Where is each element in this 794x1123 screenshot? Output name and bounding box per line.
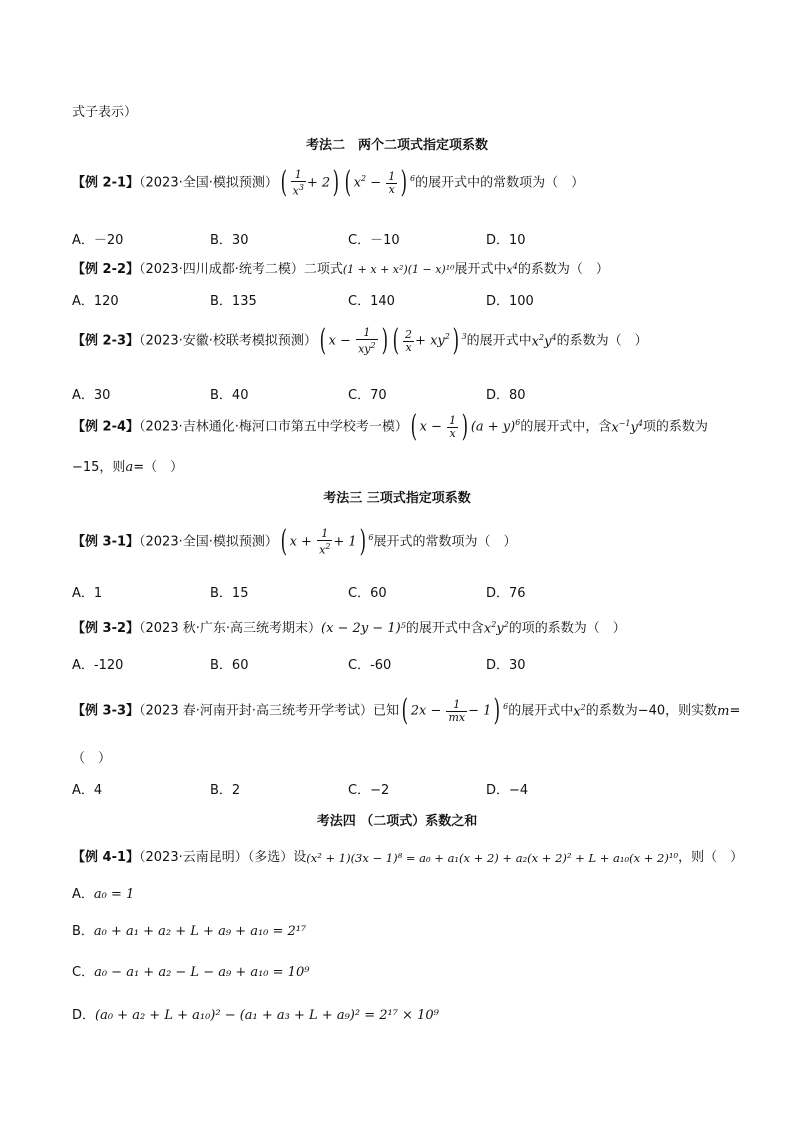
- question-stem-end: 的系数为（ ）: [556, 333, 648, 349]
- option-c: C．−2: [348, 783, 390, 798]
- question-stem-end: 的系数为（ ）: [517, 262, 609, 277]
- option-c: C．a₀ − a₁ + a₂ − L − a₉ + a₁₀ = 10⁹: [72, 965, 310, 980]
- question-label: 【例 3-1】: [72, 534, 140, 550]
- option-c: C．-60: [348, 658, 392, 673]
- option-c: C．－10: [348, 233, 400, 248]
- option-c: C．70: [348, 388, 387, 403]
- question-source: （2023·吉林通化·梅河口市第五中学校考一模）: [139, 419, 408, 435]
- question-source: （2023 秋·广东·高三统考期末）: [139, 621, 321, 636]
- option-d: D．100: [486, 294, 534, 309]
- option-b: B．a₀ + a₁ + a₂ + L + a₉ + a₁₀ = 2¹⁷: [72, 924, 307, 939]
- question-value: −40: [637, 703, 666, 719]
- question-stem-c: ，则实数: [665, 703, 718, 719]
- section-title-4: 考法四 （二项式）系数之和: [316, 814, 478, 829]
- math-expression: ( x + $\frac{1}{x^2}$ + 1) $^6$: [280, 524, 374, 559]
- question-label: 【例 2-1】: [72, 175, 140, 191]
- option-a: A．30: [72, 388, 111, 403]
- option-b: B．40: [210, 388, 249, 403]
- option-c: C．60: [348, 586, 387, 601]
- question-2-3: 【例 2-3】（2023·安徽·校联考模拟预测）( x − $\frac{1}{xy^2}$ ) ( $\frac{2}{x}$ + $xy^2$) $^3$的展开式中$x^2y^4$的系数为（ ）: [72, 323, 648, 358]
- question-stem-b: 的系数为: [585, 703, 638, 719]
- question-source: （2023·云南昆明）（多选）设: [139, 850, 307, 865]
- question-3-1: [72, 524, 517, 559]
- question-stem-end: 的项的系数为（ ）: [508, 621, 626, 636]
- question-stem: 的展开式中，含: [520, 419, 612, 435]
- question-source: （2023·四川成都·统考二模）二项式: [139, 262, 343, 277]
- question-3-3: 【例 3-3】（2023 春·河南开封·高三统考开学考试）已知( 2x − $\frac{1}{mx}$ − 1) $^6$的展开式中$x^2$的系数为−40，则实数m=: [72, 693, 741, 728]
- question-label: 【例 3-2】: [72, 621, 140, 636]
- question-2-4-line2: −15，则a=（ ）: [72, 460, 184, 475]
- option-d: D．30: [486, 658, 526, 673]
- option-a: A．1: [72, 586, 103, 601]
- question-source: （2023·安徽·校联考模拟预测）: [139, 333, 317, 349]
- question-label: 【例 2-4】: [72, 419, 140, 435]
- question-2-1: [72, 165, 585, 200]
- option-d: D．−4: [486, 783, 529, 798]
- top-text: 式子表示）: [72, 105, 138, 120]
- question-stem: 展开式的常数项为（ ）: [373, 534, 517, 550]
- question-label: 【例 4-1】: [72, 850, 140, 865]
- option-d: D．10: [486, 233, 526, 248]
- section-title-2: 考法二 两个二项式指定项系数: [305, 138, 488, 153]
- question-stem: 的展开式中: [466, 333, 532, 349]
- question-stem: 展开式中: [454, 262, 507, 277]
- math-expression: ( x − $\frac{1}{xy^2}$ ) ( $\frac{2}{x}$ + $xy^2$) $^3$: [319, 323, 467, 358]
- question-source: （2023·全国·模拟预测）: [139, 175, 278, 191]
- option-a: A．－20: [72, 233, 124, 248]
- option-b: B．135: [210, 294, 257, 309]
- option-d: D．(a₀ + a₂ + L + a₁₀)² − (a₁ + a₃ + L + a₉)² = 2¹⁷ × 10⁹: [72, 1008, 439, 1023]
- option-a: A．a₀ = 1: [72, 887, 135, 902]
- section-title-3: 考法三 三项式指定项系数: [323, 491, 471, 506]
- question-2-2: 【例 2-2】（2023·四川成都·统考二模）二项式(1 + x + x²)(1 − x)¹⁰展开式中$x^4$的系数为（ ）: [72, 262, 609, 277]
- math-expression: ( 2x − $\frac{1}{mx}$ − 1) $^6$: [401, 693, 509, 728]
- question-source: （2023 春·河南开封·高三统考开学考试）已知: [139, 703, 399, 719]
- option-a: A．-120: [72, 658, 124, 673]
- question-stem: ，则（ ）: [678, 850, 744, 865]
- option-b: B．15: [210, 586, 249, 601]
- question-stem: 的展开式中的常数项为（ ）: [415, 175, 585, 191]
- option-d: D．76: [486, 586, 526, 601]
- question-label: 【例 2-3】: [72, 333, 140, 349]
- option-a: A．4: [72, 783, 103, 798]
- math-expression: (x − 2y − 1)⁵: [321, 621, 406, 636]
- option-a: A．120: [72, 294, 119, 309]
- question-4-1: [72, 846, 743, 865]
- option-c: C．140: [348, 294, 395, 309]
- question-source: （2023·全国·模拟预测）: [139, 534, 278, 550]
- math-expression: ( x − $\frac{1}{x}$ ) $(a + y)^6$: [410, 409, 521, 444]
- option-b: B．2: [210, 783, 241, 798]
- option-d: D．80: [486, 388, 526, 403]
- question-stem: 的展开式中含: [405, 621, 484, 636]
- question-label: 【例 3-3】: [72, 703, 140, 719]
- option-b: B．30: [210, 233, 249, 248]
- question-stem: 的展开式中: [508, 703, 574, 719]
- question-3-3-line2: （ ）: [72, 751, 112, 766]
- question-3-2: 【例 3-2】（2023 秋·广东·高三统考期末）(x − 2y − 1)⁵的展开式中含$x^2y^2$的项的系数为（ ）: [72, 620, 626, 637]
- math-expression: (1 + x + x²)(1 − x)¹⁰: [342, 263, 455, 276]
- math-expression: ( $\frac{1}{x^3}$ + 2) ( $x^2$ − $\frac{1}{x}$ ) $^6$: [280, 165, 416, 200]
- question-stem-end: 项的系数为: [642, 419, 708, 435]
- question-label: 【例 2-2】: [72, 262, 140, 277]
- question-2-4: 【例 2-4】（2023·吉林通化·梅河口市第五中学校考一模）( x − $\frac{1}{x}$ ) $(a + y)^6$的展开式中，含$x^{-1}y^4$项的系数为: [72, 409, 708, 444]
- option-b: B．60: [210, 658, 249, 673]
- math-expression: (x² + 1)(3x − 1)⁸ = a₀ + a₁(x + 2) + a₂(x + 2)² + L + a₁₀(x + 2)¹⁰: [306, 850, 679, 865]
